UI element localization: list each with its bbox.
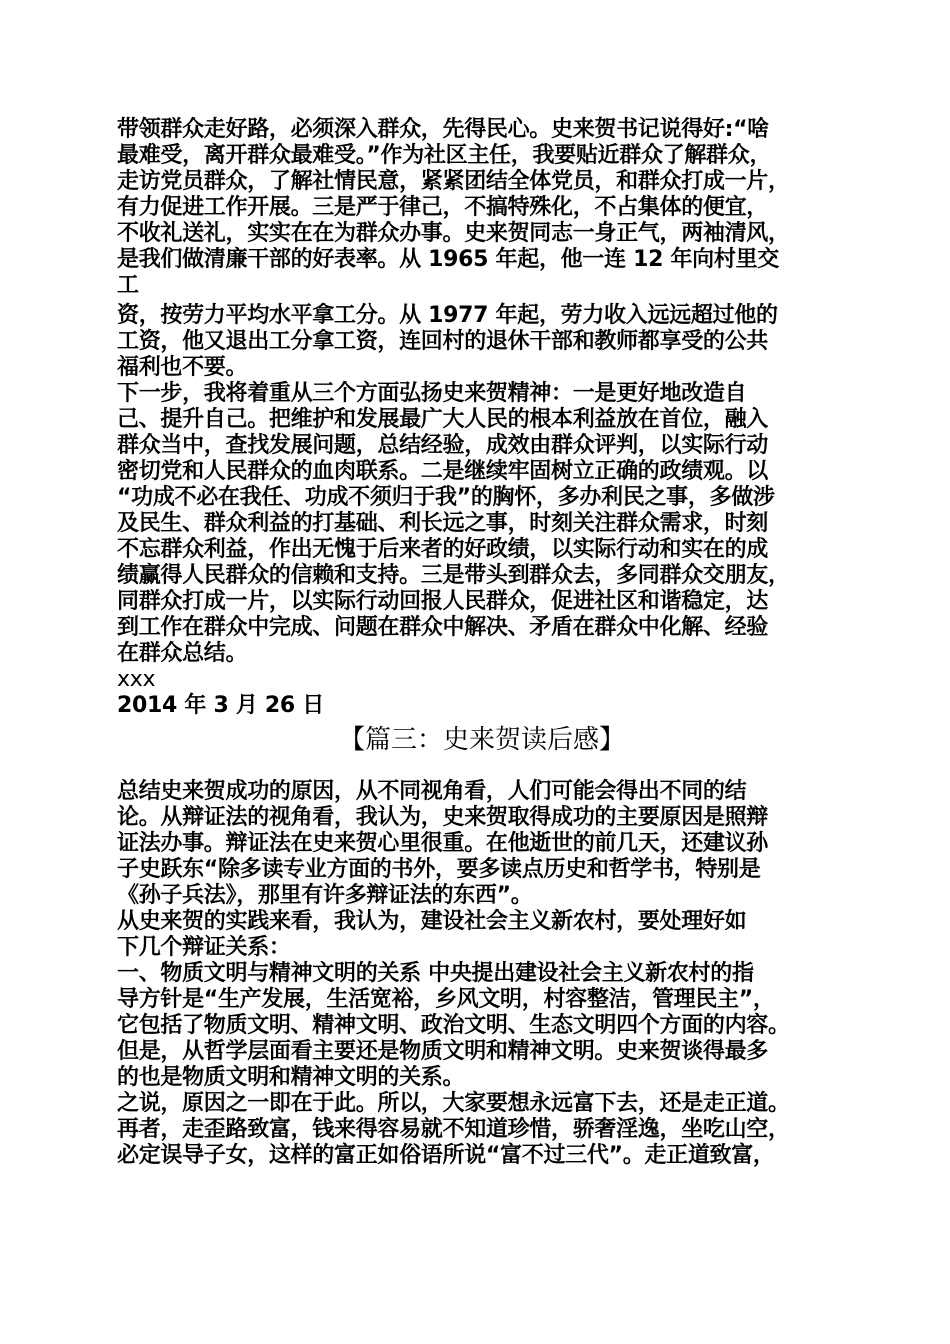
text-line: 己、提升自己。把维护和发展最广大人民的根本利益放在首位，融入 (117, 407, 769, 432)
text-line: 走访党员群众，了解社情民意，紧紧团结全体党员，和群众打成一片， (117, 169, 790, 194)
text-line: 工资，他又退出工分拿工资，连回村的退休干部和教师都享受的公共 (117, 329, 769, 354)
text-line: 的也是物质文明和精神文明的关系。 (117, 1065, 465, 1090)
text-line: 有力促进工作开展。三是严于律己，不搞特殊化，不占集体的便宜， (117, 195, 769, 220)
text-line: 到工作在群众中完成、问题在群众中解决、矛盾在群众中化解、经验 (117, 615, 769, 640)
text-line: 子史跃东“除多读专业方面的书外，要多读点历史和哲学书，特别是 (117, 857, 761, 882)
text-line: 但是，从哲学层面看主要还是物质文明和精神文明。史来贺谈得最多 (117, 1039, 769, 1064)
section-2 (117, 779, 847, 1169)
text-line: 最难受，离开群众最难受。”作为社区主任，我要贴近群众了解群众， (117, 143, 772, 168)
author-signature: xxx (117, 667, 156, 692)
text-line: 再者，走歪路致富，钱来得容易就不知道珍惜，骄奢淫逸，坐吃山空， (117, 1117, 790, 1142)
text-line: 证法办事。辩证法在史来贺心里很重。在他逝世的前几天，还建议孙 (117, 831, 769, 856)
text-line: 下一步，我将着重从三个方面弘扬史来贺精神：一是更好地改造自 (117, 381, 747, 406)
text-line: 之说，原因之一即在于此。所以，大家要想永远富下去，还是走正道。 (117, 1091, 790, 1116)
text-line: 《孙子兵法》，那里有许多辩证法的东西”。 (117, 883, 533, 908)
text-line: 论。从辩证法的视角看，我认为，史来贺取得成功的主要原因是照辩 (117, 805, 769, 830)
text-line: 带领群众走好路，必须深入群众，先得民心。史来贺书记说得好:“啥 (117, 117, 769, 142)
text-line: 不收礼送礼，实实在在为群众办事。史来贺同志一身正气，两袖清风， (117, 221, 790, 246)
text-line: 从史来贺的实践来看，我认为，建设社会主义新农村，要处理好如 (117, 909, 747, 934)
text-line: 总结史来贺成功的原因，从不同视角看，人们可能会得出不同的结 (117, 779, 747, 804)
text-line: 工 (117, 273, 139, 298)
text-line: 绩赢得人民群众的信赖和支持。三是带头到群众去，多同群众交朋友， (117, 563, 790, 588)
text-line: 及民生、群众利益的打基础、利长远之事，时刻关注群众需求，时刻 (117, 511, 769, 536)
text-line: 导方针是“生产发展，生活宽裕，乡风文明，村容整洁，管理民主”， (117, 987, 775, 1012)
text-line: 密切党和人民群众的血肉联系。二是继续牢固树立正确的政绩观。以 (117, 459, 769, 484)
document-body (117, 117, 847, 1169)
text-line: 是我们做清廉干部的好表率。从 1965 年起，他一连 12 年向村里交 (117, 247, 779, 272)
section-title: 【篇三：史来贺读后感】 (338, 725, 625, 755)
text-line: “功成不必在我任、功成不须归于我”的胸怀，多办利民之事，多做涉 (117, 485, 775, 510)
text-line: 群众当中，查找发展问题，总结经验，成效由群众评判，以实际行动 (117, 433, 769, 458)
text-line: 下几个辩证关系： (117, 935, 291, 960)
text-line: 它包括了物质文明、精神文明、政治文明、生态文明四个方面的内容。 (117, 1013, 790, 1038)
text-line: 福利也不要。 (117, 355, 248, 380)
section-1 (117, 117, 847, 719)
date-line: 2014 年 3 月 26 日 (117, 693, 324, 718)
text-line: 一、物质文明与精神文明的关系 中央提出建设社会主义新农村的指 (117, 961, 754, 986)
text-line: 必定误导子女，这样的富正如俗语所说“富不过三代”。走正道致富， (117, 1143, 775, 1168)
text-line: 在群众总结。 (117, 641, 248, 666)
text-line: 资，按劳力平均水平拿工分。从 1977 年起，劳力收入远远超过他的 (117, 303, 778, 328)
text-line: 同群众打成一片，以实际行动回报人民群众，促进社区和谐稳定，达 (117, 589, 769, 614)
text-line: 不忘群众利益，作出无愧于后来者的好政绩，以实际行动和实在的成 (117, 537, 769, 562)
